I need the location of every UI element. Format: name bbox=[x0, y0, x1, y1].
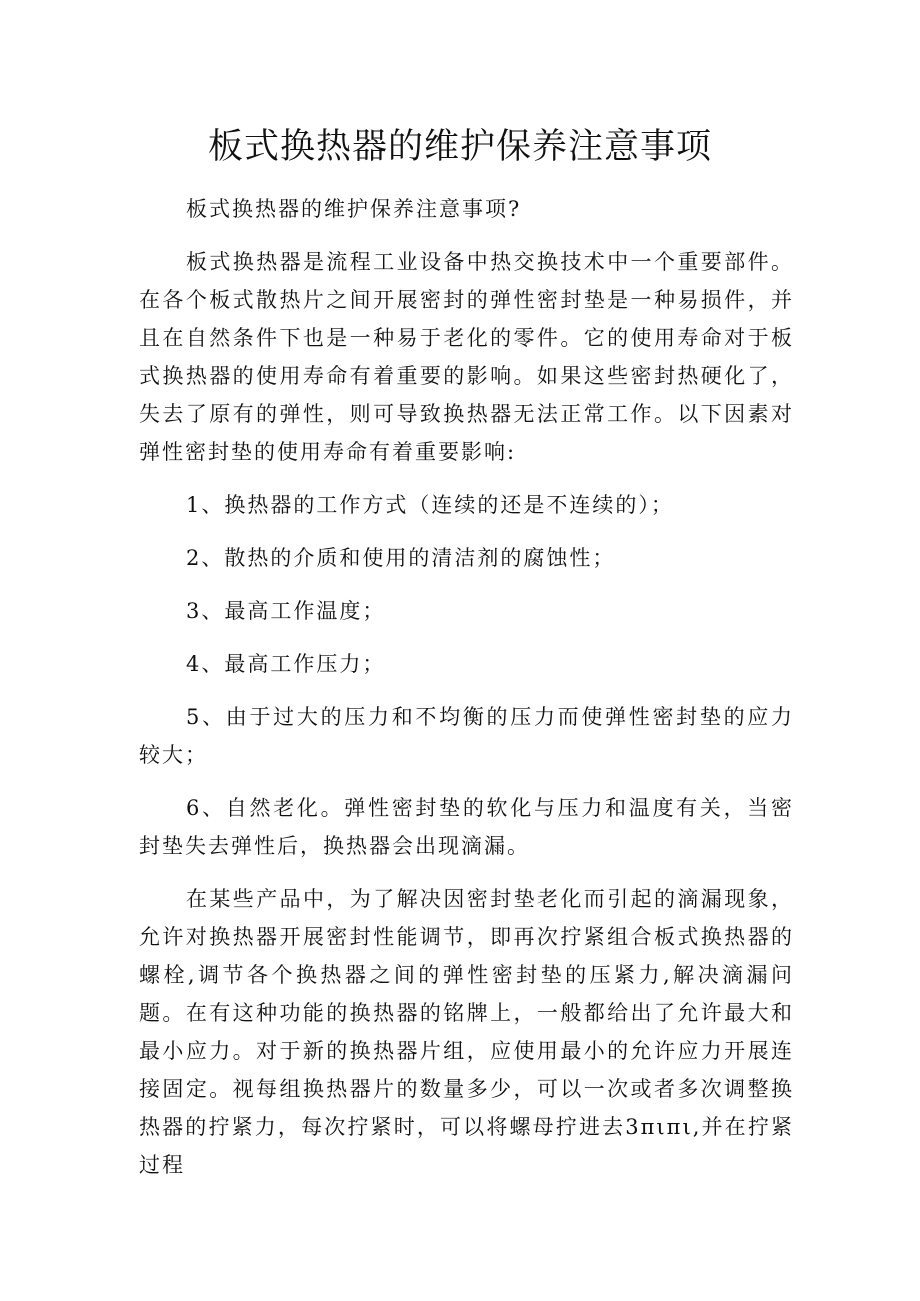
document-title: 板式换热器的维护保养注意事项 bbox=[207, 127, 712, 167]
factor-item-4: 4、最高工作压力； bbox=[186, 652, 386, 676]
factor-item-2: 2、散热的介质和使用的清洁剂的腐蚀性； bbox=[186, 546, 616, 570]
intro-paragraph: 板式换热器是流程工业设备中热交换技术中一个重要部件。在各个板式散热片之间开展密封的弹性密封垫是一种易损件，并且在自然条件下也是一种易于老化的零件。它的使用寿命对于板式换热器的使用寿命有着重要的影响。如果这些密封热硬化了，失去了原有的弹性，则可导致换热器无法正常工作。以下因素对弹性密封垫的使用寿命有着重要影响: bbox=[139, 250, 794, 464]
factor-item-3: 3、最高工作温度； bbox=[186, 599, 386, 623]
factor-item-5: 5、由于过大的压力和不均衡的压力而使弹性密封垫的应力较大； bbox=[139, 705, 794, 767]
document-body bbox=[139, 190, 794, 1199]
factor-item-1: 1、换热器的工作方式（连续的还是不连续的）； bbox=[186, 493, 674, 517]
closing-paragraph: 在某些产品中，为了解决因密封垫老化而引起的滴漏现象，允许对换热器开展密封性能调节，即再次拧紧组合板式换热器的螺栓,调节各个换热器之间的弹性密封垫的压紧力,解决滴漏问题。在有这种功能的换热器的铭牌上，一般都给出了允许最大和最小应力。对于新的换热器片组，应使用最小的允许应力开展连接固定。视每组换热器片的数量多少，可以一次或者多次调整换热器的拧紧力，每次拧紧时，可以将螺母拧进去3πιπι,并在拧紧过程 bbox=[139, 887, 794, 1177]
factor-item-6: 6、自然老化。弹性密封垫的软化与压力和温度有关，当密封垫失去弹性后，换热器会出现滴漏。 bbox=[139, 796, 794, 858]
subtitle-paragraph: 板式换热器的维护保养注意事项? bbox=[186, 197, 522, 221]
